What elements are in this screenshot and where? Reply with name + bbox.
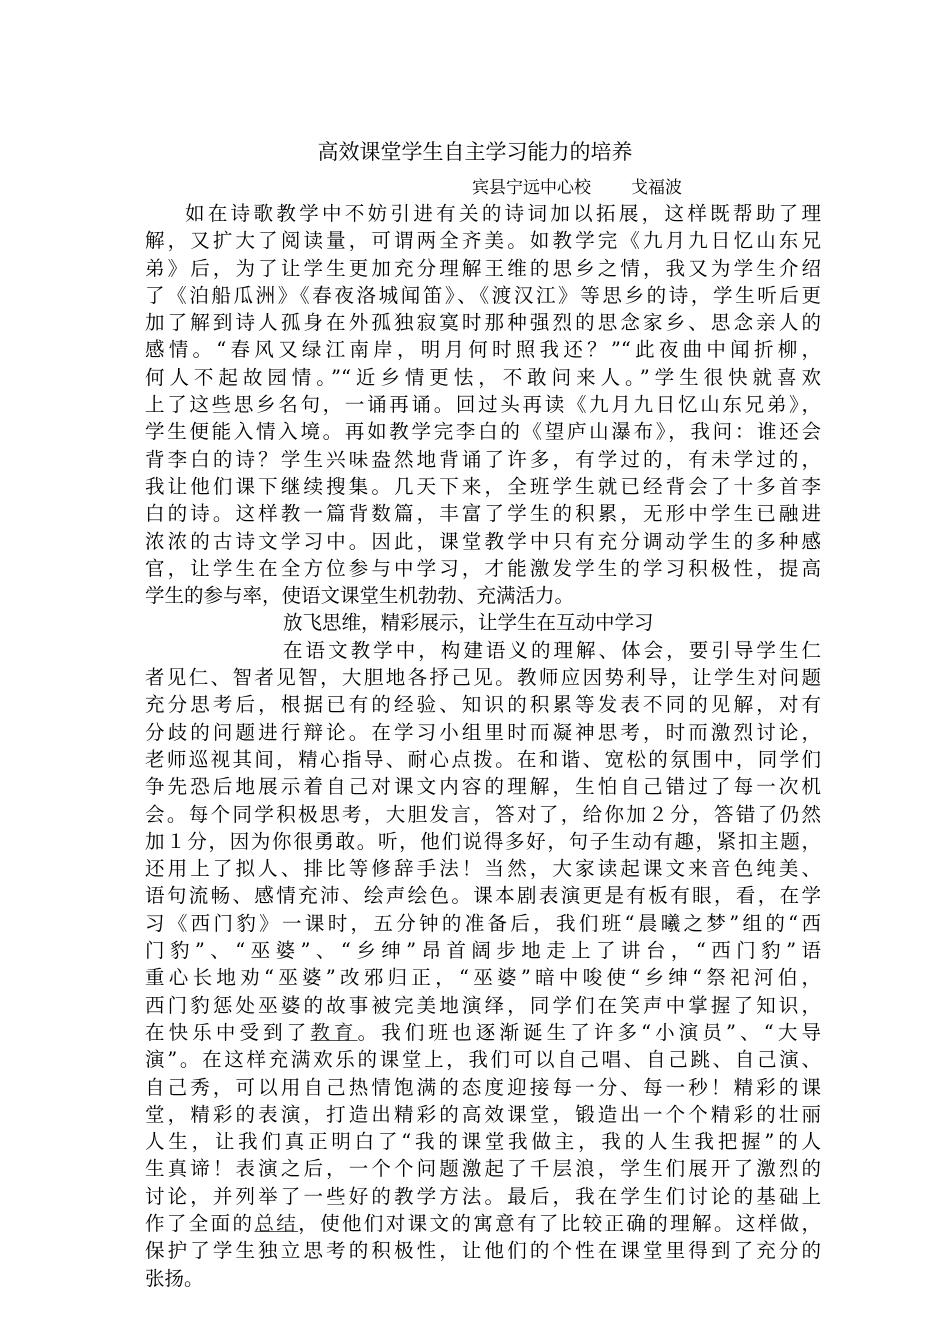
paragraph-line: 感情。“春风又绿江南岸，明月何时照我还？”“此夜曲中闻折柳，	[145, 338, 821, 362]
paragraph-line: 老师巡视其间，精心指导、耐心点拨。在和谐、宽松的氛围中，同学们	[145, 747, 821, 771]
author-line	[472, 176, 682, 200]
paragraph-line: 背李白的诗？学生兴味盎然地背诵了许多，有学过的，有未学过的，	[145, 447, 821, 471]
paragraph-line: 争先恐后地展示着自己对课文内容的理解，生怕自己错过了每一次机	[145, 775, 821, 799]
paragraph-line: 我让他们课下继续搜集。几天下来，全班学生就已经背会了十多首李	[145, 474, 821, 498]
paragraph-line: 解，又扩大了阅读量，可谓两全齐美。如教学完《九月九日忆山东兄	[145, 229, 821, 253]
paragraph-line: 了《泊船瓜洲》《春夜洛城闻笛》、《渡汉江》等思乡的诗，学生听后更	[145, 283, 821, 307]
paragraph-line: 何人不起故园情。”“近乡情更怯，不敢问来人。”学生很快就喜欢	[145, 365, 821, 389]
paragraph-line: 加了解到诗人孤身在外孤独寂寞时那种强烈的思念家乡、思念亲人的	[145, 311, 821, 335]
paragraph-line: 生真谛！表演之后，一个个问题激起了千层浪，学生们展开了激烈的	[145, 1157, 821, 1181]
line-text: 作了全面的	[145, 1211, 255, 1235]
paragraph-line: 西门豹惩处巫婆的故事被完美地演绎，同学们在笑声中掌握了知识，	[145, 993, 821, 1017]
paragraph-line: 官，让学生在全方位参与中学习，才能激发学生的学习积极性，提高	[145, 556, 821, 580]
paragraph-line: 语句流畅、感情充沛、绘声绘色。课本剧表演更是有板有眼，看，在学	[145, 884, 821, 908]
paragraph-line: 白的诗。这样教一篇背数篇，丰富了学生的积累，无形中学生已融进	[145, 502, 821, 526]
paragraph-line: 如在诗歌教学中不妨引进有关的诗词加以拓展，这样既帮助了理	[185, 202, 821, 225]
paragraph-line: 张扬。	[145, 1266, 204, 1290]
summary-link[interactable]: 总结	[254, 1211, 299, 1235]
paragraph-line-with-link	[145, 1210, 821, 1237]
author-name: 戈福波	[631, 178, 682, 198]
paragraph-line: 浓浓的古诗文学习中。因此，课堂教学中只有充分调动学生的多种感	[145, 529, 821, 553]
paragraph-line: 学生的参与率，使语文课堂生机勃勃、充满活力。	[145, 584, 575, 608]
paragraph-line: 在语文教学中，构建语义的理解、体会，要引导学生仁	[283, 638, 821, 662]
paragraph-line: 人生，让我们真正明白了“我的课堂我做主，我的人生我把握”的人	[145, 1130, 821, 1154]
paragraph-line: 上了这些思乡名句，一诵再诵。回过头再读《九月九日忆山东兄弟》，	[145, 393, 821, 417]
paragraph-line: 讨论，并列举了一些好的教学方法。最后，我在学生们讨论的基础上	[145, 1184, 821, 1208]
paragraph-line: 学生便能入情入境。再如教学完李白的《望庐山瀑布》，我问：谁还会	[145, 420, 821, 444]
paragraph-line: 堂，精彩的表演，打造出精彩的高效课堂，锻造出一个个精彩的壮丽	[145, 1102, 821, 1126]
paragraph-line: 自己秀，可以用自己热情饱满的态度迎接每一分、每一秒！精彩的课	[145, 1075, 821, 1099]
paragraph-line: 弟》后，为了让学生更加充分理解王维的思乡之情，我又为学生介绍	[145, 256, 821, 280]
paragraph-line: 重心长地劝“巫婆”改邪归正，“巫婆”暗中唆使“乡绅“祭祀河伯，	[145, 966, 821, 990]
paragraph-line: 门豹”、“巫婆”、“乡绅”昂首阔步地走上了讲台，“西门豹”语	[145, 939, 821, 963]
paragraph-line: 会。每个同学积极思考，大胆发言，答对了，给你加２分，答错了仍然	[145, 802, 821, 826]
line-text: 在快乐中受到了	[145, 1020, 311, 1044]
paragraph-line-with-link	[145, 1019, 821, 1046]
paragraph-line: 保护了学生独立思考的积极性，让他们的个性在课堂里得到了充分的	[145, 1239, 821, 1263]
paragraph-line: 加１分，因为你很勇敢。听，他们说得多好，句子生动有趣，紧扣主题，	[145, 829, 821, 853]
paragraph-line: 充分思考后，根据已有的经验、知识的积累等发表不同的见解，对有	[145, 693, 821, 717]
line-text: ，使他们对课文的寓意有了比较正确的理解。这样做，	[298, 1211, 821, 1235]
paragraph-line: 者见仁、智者见智，大胆地各抒己见。教师应因势利导，让学生对问题	[145, 666, 821, 690]
paragraph-line: 分歧的问题进行辩论。在学习小组里时而凝神思考，时而激烈讨论，	[145, 720, 821, 744]
paragraph-line: 还用上了拟人、排比等修辞手法！当然，大家读起课文来音色纯美、	[145, 857, 821, 881]
line-text: 。我们班也逐渐诞生了许多“小演员”、“大导	[357, 1020, 821, 1044]
section-heading: 放飞思维，精彩展示，让学生在互动中学习	[283, 611, 654, 635]
paragraph-line: 演”。在这样充满欢乐的课堂上，我们可以自己唱、自己跳、自己演、	[145, 1048, 821, 1072]
document-title: 高效课堂学生自主学习能力的培养	[317, 140, 633, 164]
paragraph-line: 习《西门豹》一课时，五分钟的准备后，我们班“晨曦之梦”组的“西	[145, 911, 821, 935]
education-link[interactable]: 教育	[310, 1020, 358, 1044]
article-body	[145, 200, 821, 1292]
author-school: 宾县宁远中心校	[472, 178, 591, 198]
